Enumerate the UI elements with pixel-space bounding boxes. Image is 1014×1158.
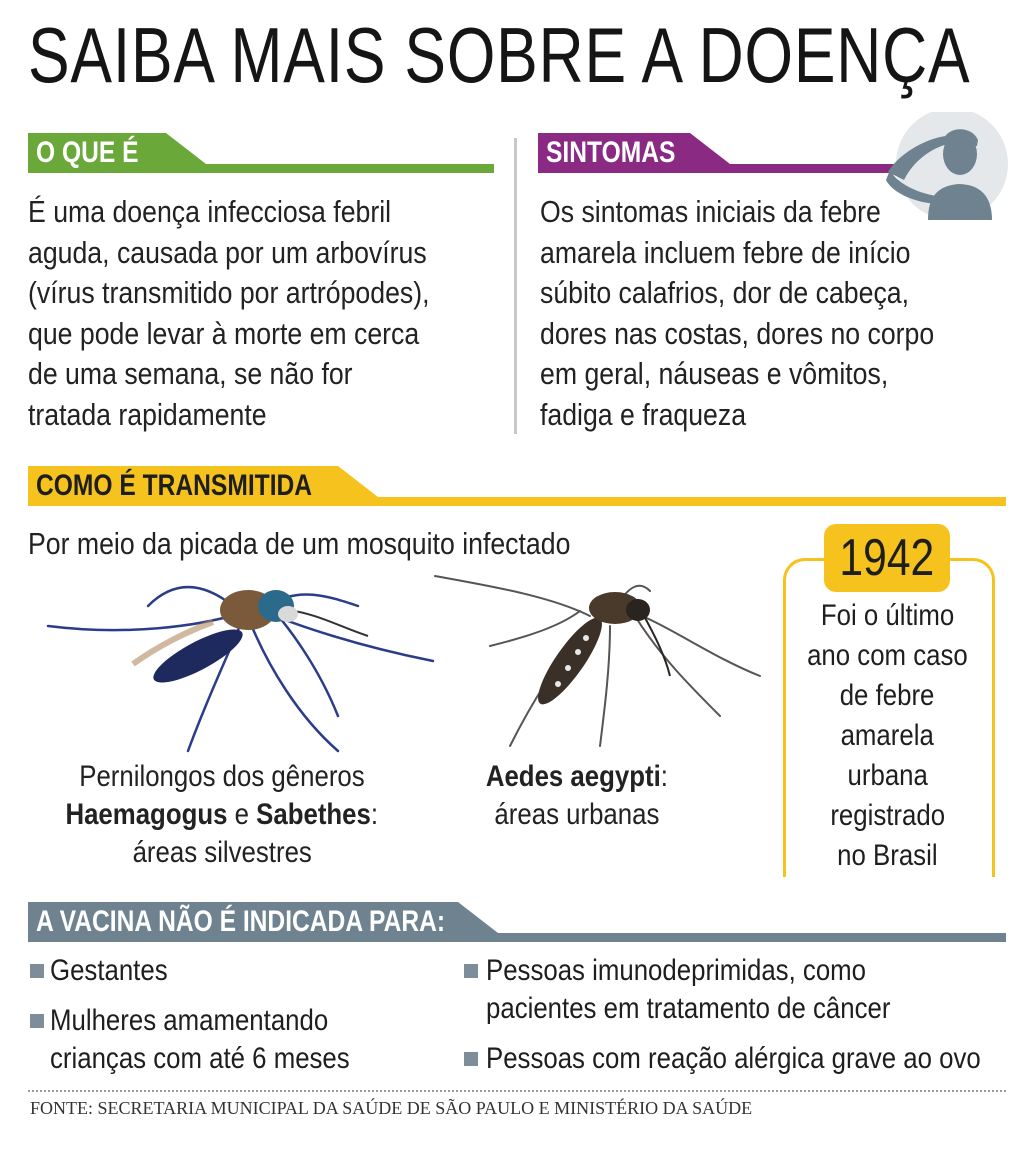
aedes-caption	[470, 758, 684, 834]
section-title-vacina: A VACINA NÃO É INDICADA PARA:	[36, 905, 446, 938]
text-line: dores nas costas, dores no corpo	[540, 315, 935, 351]
fact-line: urbana	[847, 759, 928, 792]
caption-line	[486, 758, 668, 796]
list-item-text: Mulheres amamentando	[50, 1004, 329, 1037]
text-line: súbito calafrios, dor de cabeça,	[540, 275, 910, 310]
text-line: (vírus transmitido por artrópodes),	[28, 275, 430, 310]
caption-line: Pernilongos dos gêneros	[79, 760, 365, 793]
list-item	[486, 1040, 1014, 1078]
column-divider	[514, 138, 517, 434]
caption-colon: :	[660, 760, 669, 793]
list-item-text: pacientes em tratamento de câncer	[486, 992, 891, 1025]
sintomas-text	[540, 192, 998, 435]
genus-sabethes: Sabethes	[256, 798, 372, 831]
fact-line: ano com caso	[807, 639, 968, 672]
fact-line: amarela	[840, 719, 935, 752]
fact-line: de febre	[840, 679, 935, 712]
caption-line	[66, 796, 379, 834]
text-line: É uma doença infecciosa febril	[28, 194, 392, 229]
fact-line: registrado	[830, 799, 945, 832]
text-line: de uma semana, se não for	[28, 356, 353, 391]
o-que-e-text	[28, 192, 495, 435]
section-title-o-que-e: O QUE É	[36, 136, 139, 169]
caption-line: áreas silvestres	[132, 836, 312, 869]
text-line: aguda, causada por um arbovírus	[28, 234, 427, 270]
list-item-text: Pessoas com reação alérgica grave ao ovo	[486, 1042, 981, 1075]
section-header-o-que-e	[28, 133, 494, 173]
genus-haemagogus: Haemagogus	[65, 798, 228, 831]
page-title: SAIBA MAIS SOBRE A DOENÇA	[28, 11, 971, 99]
list-item	[486, 952, 956, 1028]
section-title-transmissao: COMO É TRANSMITIDA	[36, 469, 313, 502]
text-line: fadiga e fraqueza	[540, 396, 747, 432]
text-line: que pode levar à morte em cerca	[28, 315, 420, 351]
text-line: amarela incluem febre de início	[540, 234, 911, 270]
section-header-sintomas	[538, 133, 898, 173]
list-item-text: crianças com até 6 meses	[50, 1042, 350, 1075]
source-divider	[28, 1090, 1006, 1092]
caption-conjunction: e	[227, 798, 257, 831]
text-line: Os sintomas iniciais da febre	[540, 194, 881, 229]
haemagogus-mosquito-image	[38, 566, 438, 756]
species-aedes-aegypti: Aedes aegypti	[485, 760, 661, 793]
list-item-text: Gestantes	[50, 954, 168, 987]
bullet-square-icon	[464, 1052, 478, 1066]
haemagogus-caption	[28, 758, 416, 872]
fact-line: Foi o último	[820, 599, 955, 632]
bullet-square-icon	[30, 964, 44, 978]
transmissao-intro	[28, 524, 659, 565]
aedes-aegypti-mosquito-image	[430, 566, 770, 756]
bullet-square-icon	[464, 964, 478, 978]
caption-line: áreas urbanas	[494, 798, 660, 831]
caption-colon: :	[371, 798, 379, 831]
fact-line: no Brasil	[837, 839, 938, 872]
fact-year: 1942	[839, 529, 935, 587]
list-item-text: Pessoas imunodeprimidas, como	[486, 954, 867, 987]
source-credit: FONTE: SECRETARIA MUNICIPAL DA SAÚDE DE SÃO PAULO E MINISTÉRIO DA SAÚDE	[30, 1098, 753, 1118]
section-header-vacina	[28, 902, 1006, 942]
section-header-transmissao	[28, 466, 1006, 506]
text-line: em geral, náuseas e vômitos,	[540, 356, 889, 391]
list-item	[50, 1002, 398, 1078]
fact-year-badge	[824, 524, 950, 592]
transmissao-intro-text: Por meio da picada de um mosquito infectado	[28, 526, 571, 561]
fact-text	[786, 596, 989, 876]
text-line: tratada rapidamente	[28, 396, 267, 432]
bullet-square-icon	[30, 1014, 44, 1028]
section-title-sintomas: SINTOMAS	[546, 136, 676, 169]
list-item	[50, 952, 187, 990]
